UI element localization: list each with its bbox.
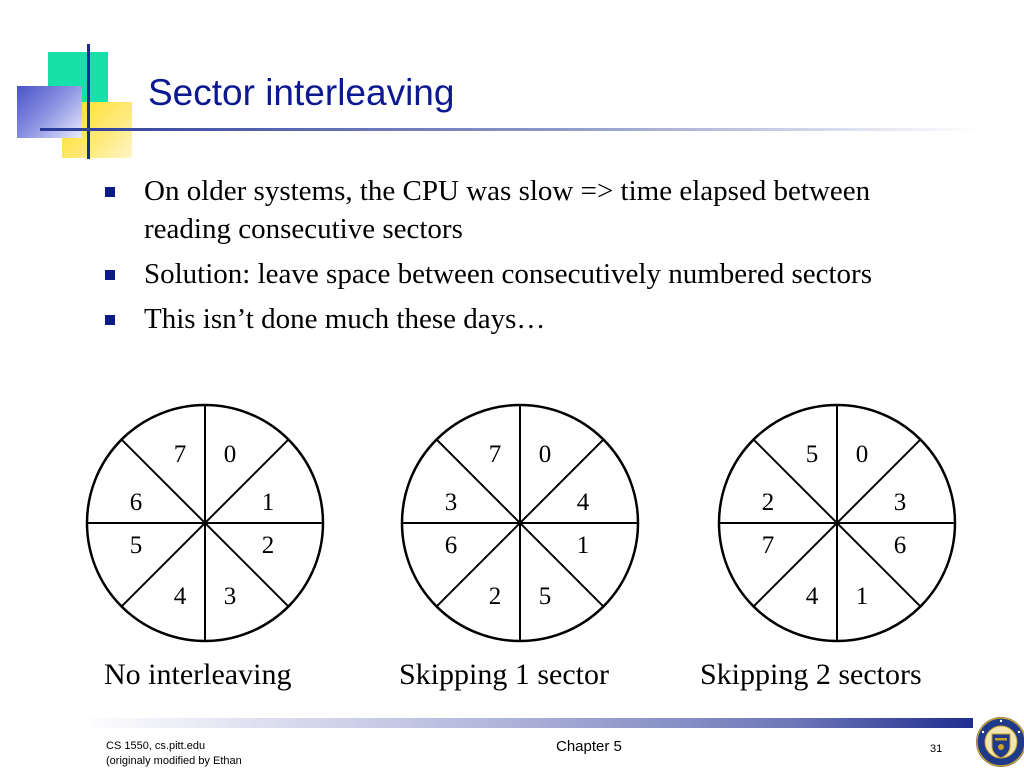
sector-label: 1: [576, 532, 590, 559]
disk-diagram-skip-1: [395, 398, 645, 648]
sector-label: 7: [173, 441, 187, 468]
caption-no-interleaving: No interleaving: [104, 658, 292, 691]
square-bullet-icon: [105, 187, 115, 197]
bullet-list: [104, 172, 924, 345]
sector-label: 7: [488, 441, 502, 468]
sector-label: 1: [261, 489, 275, 516]
sector-label: 3: [893, 489, 907, 516]
sector-label: 0: [855, 441, 869, 468]
sector-label: 0: [538, 441, 552, 468]
disk-diagram-skip-2: [712, 398, 962, 648]
sector-label: 2: [761, 489, 775, 516]
sector-label: 4: [576, 489, 590, 516]
sector-label: 7: [761, 532, 775, 559]
bullet-item: [104, 172, 924, 248]
caption-skip-1: Skipping 1 sector: [399, 658, 609, 691]
sector-label: 5: [129, 532, 143, 559]
bullet-text: On older systems, the CPU was slow => time elapsed between reading consecutive sectors: [144, 175, 871, 245]
sector-label: 1: [855, 583, 869, 610]
footer-credit: (originaly modified by Ethan: [106, 755, 242, 767]
sector-label: 3: [444, 489, 458, 516]
footer-bar: [80, 718, 973, 728]
square-bullet-icon: [105, 270, 115, 280]
footer-course: CS 1550, cs.pitt.edu: [106, 740, 206, 752]
bullet-text: Solution: leave space between consecutively numbered sectors: [144, 258, 872, 290]
caption-skip-2: Skipping 2 sectors: [700, 658, 922, 691]
sector-label: 5: [805, 441, 819, 468]
sector-label: 2: [261, 532, 275, 559]
bullet-item: [104, 255, 924, 293]
sector-label: 6: [893, 532, 907, 559]
bullet-item: [104, 300, 924, 338]
sector-label: 2: [488, 583, 502, 610]
page-number: 31: [930, 743, 943, 755]
bullet-text: This isn’t done much these days…: [144, 303, 546, 335]
sector-label: 4: [173, 583, 187, 610]
decor-vertical-line: [87, 44, 90, 159]
sector-label: 3: [223, 583, 237, 610]
sector-label: 0: [223, 441, 237, 468]
sector-label: 4: [805, 583, 819, 610]
footer-chapter: Chapter 5: [556, 738, 622, 755]
sector-label: 5: [538, 583, 552, 610]
sector-label: 6: [129, 489, 143, 516]
university-seal-logo: [975, 716, 1024, 768]
slide-title: Sector interleaving: [148, 72, 455, 113]
square-bullet-icon: [105, 315, 115, 325]
sector-label: 6: [444, 532, 458, 559]
disk-diagram-no-interleaving: [80, 398, 330, 648]
title-underline: [40, 128, 980, 131]
